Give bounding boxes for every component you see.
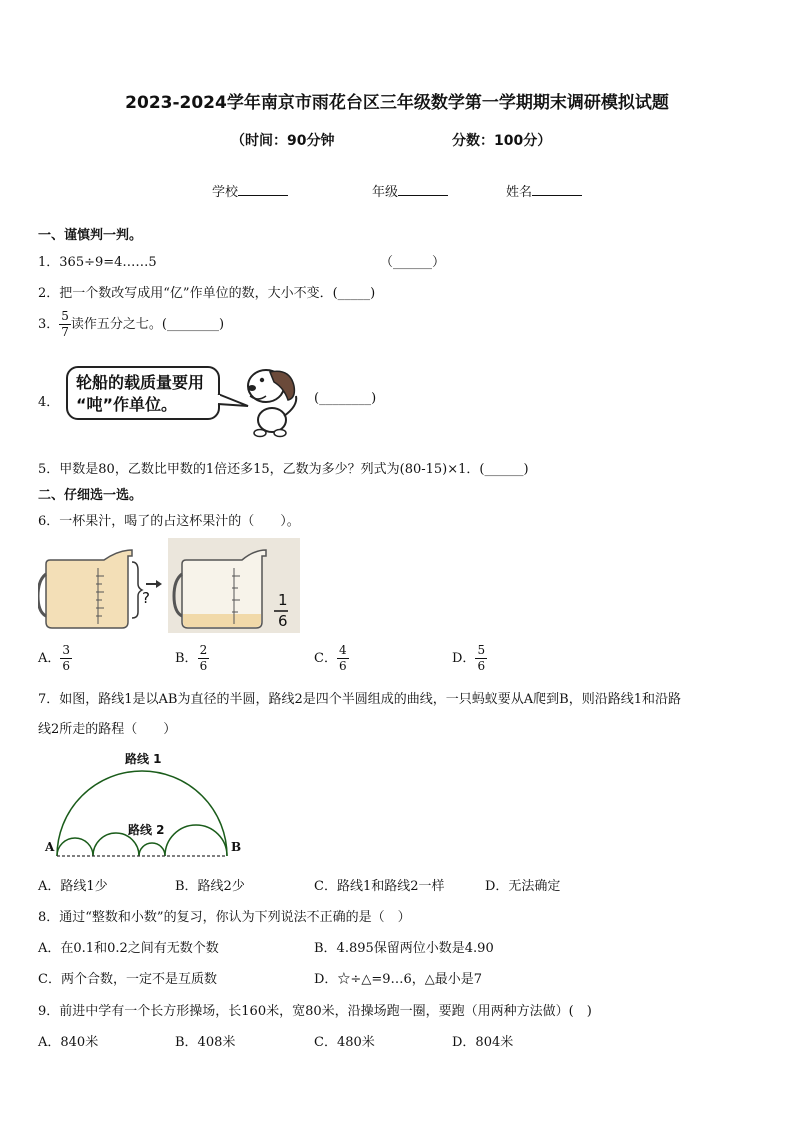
bubble-line1: 轮船的载质量要用 [76, 373, 205, 392]
q6-option-b[interactable] [175, 643, 209, 674]
name-field [506, 181, 582, 200]
q6-text: 6．一杯果汁，喝了的占这杯果汁的（ ）。 [38, 514, 300, 529]
dog-icon [244, 362, 306, 438]
section1-heading: 一、谨慎判一判。 [38, 228, 143, 243]
school-label: 学校 [212, 185, 239, 200]
frac-den: 6 [199, 659, 208, 673]
school-blank[interactable] [238, 183, 288, 196]
point-a-label: A [45, 840, 55, 854]
option-letter: A． [38, 651, 61, 666]
route1-label: 路线 1 [125, 752, 162, 766]
frac-num: 4 [338, 643, 347, 657]
juice-cups-image [38, 538, 300, 633]
school-field [212, 181, 288, 200]
grade-label: 年级 [372, 185, 399, 200]
frac-den: 6 [62, 659, 71, 673]
frac-num: 2 [199, 643, 208, 657]
q9-option-a[interactable]: A．840米 [38, 1035, 99, 1050]
q6-option-c[interactable] [314, 643, 349, 674]
q2-text: 2．把一个数改写成用“亿”作单位的数，大小不变．(_____) [38, 286, 376, 301]
route2-arc [57, 838, 93, 856]
route2-arc [139, 843, 165, 856]
route2-label: 路线 2 [128, 823, 165, 837]
q7-option-c[interactable]: C．路线1和路线2一样 [314, 879, 445, 894]
q3-fraction [59, 309, 71, 340]
q7-text-line1: 7．如图，路线1是以AB为直径的半圆，路线2是四个半圆组成的曲线，一只蚂蚁要从A爬到B，则沿路线1和沿路 [38, 692, 681, 707]
option-fraction [337, 643, 349, 674]
option-fraction [475, 643, 487, 674]
q9-option-c[interactable]: C．480米 [314, 1035, 375, 1050]
page-title: 2023-2024学年南京市雨花台区三年级数学第一学期期末调研模拟试题 [125, 93, 669, 113]
q7-option-d[interactable]: D．无法确定 [485, 879, 561, 894]
point-b-label: B [231, 840, 242, 854]
q3-prefix: 3． [38, 317, 60, 332]
q7-option-b[interactable]: B．路线2少 [175, 879, 245, 894]
image-frac-den: 6 [278, 612, 288, 630]
frac-den: 6 [338, 659, 347, 673]
bubble-line2: “吨”作单位。 [76, 395, 178, 414]
q3-frac-den: 7 [61, 325, 69, 339]
grade-blank[interactable] [398, 183, 448, 196]
frac-num: 3 [62, 643, 71, 657]
speech-bubble [66, 366, 220, 420]
grade-field [372, 181, 448, 200]
q8-option-c[interactable]: C．两个合数，一定不是互质数 [38, 972, 217, 987]
q1-text: 1．365÷9=4……5 [38, 255, 157, 270]
name-label: 姓名 [506, 185, 533, 200]
route2-arc [165, 825, 227, 856]
q9-option-d[interactable]: D．804米 [452, 1035, 514, 1050]
q7-text-line2: 线2所走的路程（ ） [38, 722, 177, 737]
route-diagram [40, 760, 240, 860]
q8-option-b[interactable]: B．4.895保留两位小数是4.90 [314, 941, 494, 956]
q5-text: 5．甲数是80，乙数比甲数的1倍还多15，乙数为多少？列式为(80-15)×1．(______) [38, 462, 529, 477]
q8-text: 8．通过“整数和小数”的复习，你认为下列说法不正确的是（ ） [38, 910, 411, 925]
frac-den: 6 [477, 659, 486, 673]
option-fraction [198, 643, 210, 674]
q9-text: 9．前进中学有一个长方形操场，长160米，宽80米，沿操场跑一圈，要跑（用两种方法做）( ) [38, 1004, 592, 1019]
option-fraction [60, 643, 72, 674]
q6-option-a[interactable] [38, 643, 72, 674]
q1-answer[interactable]: （______） [380, 255, 446, 270]
q4-answer[interactable]: (________) [314, 391, 377, 406]
q8-option-a[interactable]: A．在0.1和0.2之间有无数个数 [38, 941, 219, 956]
q3-frac-num: 5 [61, 309, 69, 323]
route1-arc [57, 771, 227, 856]
exam-score: 分数：100分） [452, 133, 552, 149]
q4-prefix: 4． [38, 395, 60, 410]
q3-text: 读作五分之七。(________) [70, 317, 225, 332]
option-letter: C． [314, 651, 337, 666]
option-letter: D． [452, 651, 476, 666]
name-blank[interactable] [532, 183, 582, 196]
q9-option-b[interactable]: B．408米 [175, 1035, 236, 1050]
frac-num: 5 [477, 643, 486, 657]
q8-option-d[interactable]: D．☆÷△=9…6，△最小是7 [314, 972, 483, 987]
option-letter: B． [175, 651, 198, 666]
image-frac-num: 1 [278, 591, 288, 609]
q7-option-a[interactable]: A．路线1少 [38, 879, 108, 894]
section2-heading: 二、仔细选一选。 [38, 488, 143, 503]
exam-time: （时间：90分钟 [231, 133, 335, 149]
q6-option-d[interactable] [452, 643, 487, 674]
q3-row [38, 309, 224, 340]
cup-question-mark: ? [142, 589, 150, 607]
